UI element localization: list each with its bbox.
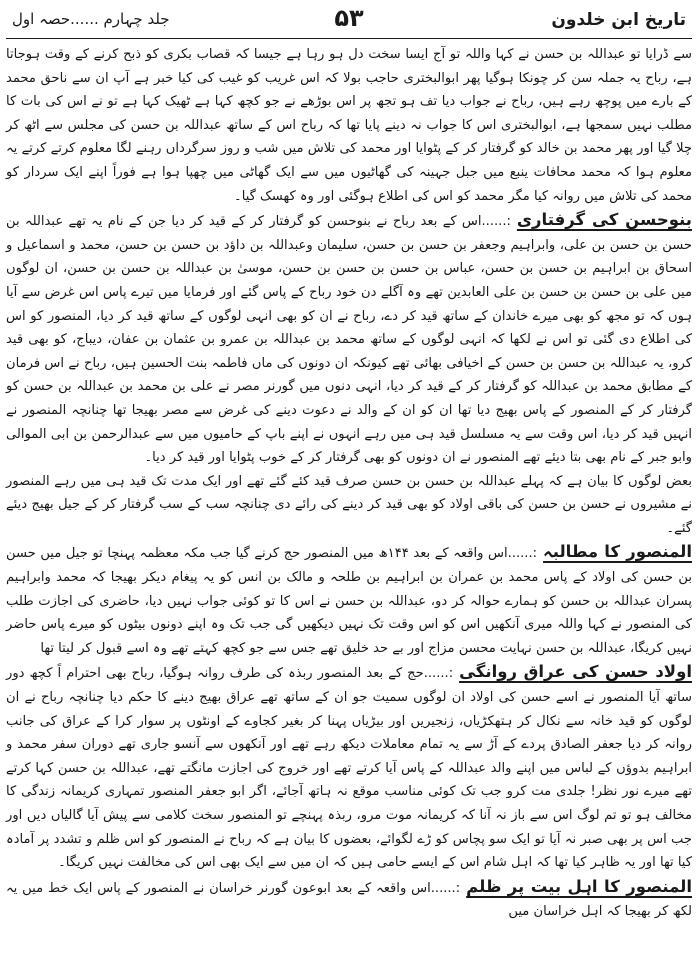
section-iraq-departure [6,660,692,874]
section-oppression [6,875,692,924]
section-text-iraq-departure: :......حج کے بعد المنصور ربذہ کی طرف روانہ ہوگیا، رباح بھی احترام اً کچھ دور ساتھ آیا المنصور نے اسے حسن کی اولاد ان لوگوں سمیت جو ان کے ساتھ تھے عراق بھیج دینے کا حکم دیا چنانچہ رباح نے ان لوگوں کو قید خانہ سے نکال کر ہتھکڑیاں، زنجیریں اور بیڑیاں پہنا کر بغیر کجاوے کے اونٹوں پر سوار کرا کے عراق کی جانب روانہ کر دیا جعفر الصادق پردے کے آڑ سے یہ تمام معاملات دیکھ رہے تھے اور آنکھوں سے آنسو جاری تھے دوران سفر محمد و ابراہیم بدوؤں کے لباس میں اپنے والد عبداللہ کے پاس آیا کرتے تھے اور خروج کی اجازت مانگتے تھے، عبداللہ بن حسن کہا کرتے تھے میرے نور نظر! جلدی مت کرو جب تک کوئی مناسب موقع نہ ہاتھ آجائے، اگر ابو جعفر المنصور تمہاری کریمانہ زندگی کا مخالف ہو تو تم لوگ اس سے باز نہ آنا کہ کریمانہ موت مرو، ربذہ پہنچے تو المنصور سخت کلامی سے پیش آیا گالیاں دیں اور جب اس پر بھی صبر نہ آیا تو ایک سو پچاس کو ڑے لگوائے، بعضوں کا بیان ہے کہ رباح نے المنصور کو اس ظلم و تشدد پر آمادہ کیا تھا اور یہ ظاہر کیا تھا کہ اہل شام اس کے ایسے حامی ہیں کہ ان میں سے ایک بھی اس کی مخالفت نہیں کریگا۔ [6,666,692,871]
body-text [6,43,692,924]
section-arrest [6,208,692,470]
section-demand [6,540,692,660]
section-text-narration: بعض لوگوں کا بیان ہے کہ پہلے عبداللہ بن حسن بن حسن صرف قید کئے گئے تھے اور ایک مدت تک قید ہی میں رہے المنصور نے مشیروں نے حسن بن حسن کی باقی اولاد کو بھی قید کر دینے کی رائے دی چنانچہ سب کے سب گرفتار کر کے جیل بھیج دیئے گئے۔ [6,473,692,536]
section-heading-oppression: المنصور کا اہل بیت پر ظلم [466,876,693,896]
volume-label: جلد چہارم ......حصہ اول [12,10,170,28]
section-text-demand: :......اس واقعہ کے بعد ۱۴۴ھ میں المنصور حج کرنے گیا جب مکہ معظمہ پہنچا تو جیل میں حسن بن حسن کی اولاد کے پاس محمد بن عمران بن ابراہیم بن طلحہ و مالک بن انس کو یہ پیغام دیکر بھیجا کہ محمد وابراہیم پسران عبداللہ بن حسن کو ہمارے حوالہ کر دو، عبداللہ بن حسن نے اس کا تو کوئی جواب نہیں دیا، حاضری کی اجازت طلب کی المنصور نے کہا واللہ میری آنکھیں اس کو اس وقت تک نہیں دیکھیں گی جب تک وہ اپنے دونوں بیٹوں کو میرے پاس حاضر نہیں کریگا، عبداللہ بن حسن نہایت محسن مزاج اور بے حد خلیق تھے جس سے جو کچھ کہتے تھے وہ اسے قبول کر لیتا تھا [6,546,692,656]
section-narration [6,470,692,541]
section-heading-demand: المنصور کا مطالبہ [543,542,692,562]
section-text-arrest: :......اس کے بعد رباح نے بنوحسن کو گرفتار کر کے قید کر دیا جن کے نام یہ تھے عبداللہ بن حسن بن حسن بن علی، وابراہیم وجعفر بن حسن بن حسن، سلیمان وعبداللہ بن داؤد بن حسن بن حسن، محمد و اسماعیل و اسحاق بن ابراہیم بن حسن بن حسن، عباس بن حسن بن حسن بن حسن، موسیٰ بن عبداللہ بن حسن بن حسن، ان لوگوں میں علی بن حسن بن حسن بن علی العابدین تھے وہ آگلے دن خود رباح کے پاس گئے اور فرمایا میں تیرے پاس اس غرض سے آیا ہوں کہ تو مجھ کو بھی میرے خاندان کے ساتھ قید کر دے، رباح نے ان کو بھی انہی لوگوں کے ساتھ قید کر دیا، المنصور کو اس کی اطلاع دی گئی تو اس نے لکھا کہ انہی لوگوں کے ساتھ محمد بن عبداللہ بن عمرو بن عثمان بن عفان، دیباج، کو بھی قید کرو، یہ عبداللہ بن حسن بن حسن کے اخیافی بھائی تھے کیونکہ ان دونوں کی ماں فاطمہ بنت الحسین ہیں، رباح نے اس فرمان کے مطابق محمد بن عبداللہ کو گرفتار کر کے قید کر دیا، انہی دنوں میں گورنر مصر نے علی بن محمد بن عبداللہ بن حسن کو گرفتار کر کے المنصور کے پاس بھیج دیا تھا ان کو ان کے والد نے دعوت دینے کی غرض سے مصر بھیجا تھا چنانچہ المنصور نے انہیں قید کر دیا، اس وقت سے یہ مسلسل قید ہی میں رہے انہوں نے اپنے باپ کے حامیوں میں سے عبدالرحمن بن ابی الموالی وابو جبر کے نام بھی بتا دیئے تھے المنصور نے ان دونوں کو بھی گرفتار کر کے خوب پٹوایا اور قید کر دیا۔ [6,214,692,466]
page-header [6,4,692,39]
section-text-oppression: :......اس واقعہ کے بعد ابوعون گورنر خراسان نے المنصور کے پاس ایک خط میں یہ لکھ کر بھیجا کہ اہل خراسان میں [6,880,692,920]
section-heading-arrest: بنوحسن کی گرفتاری [516,210,692,230]
book-title: تاریخ ابن خلدون [551,10,686,30]
paragraph-opening: سے ڈرایا تو عبداللہ بن حسن نے کہا واللہ تو آج ایسا سخت دل ہو رہا ہے جیسا کہ قصاب بکری کو ذبح کرنے کے وقت ہوجاتا ہے، رباح یہ جملہ سن کر چونکا ہوگیا پھر ابوالبختری حاجب بولا کہ اس غریب کو غیب کی کیا خبر ہے آپ ان سے ناحق محمد کے بارے میں پوچھ رہے ہیں، رباح نے جواب دیا تف ہو تجھ پر اس بوڑھے نے جو کچھ کہا ہے ٹھیک کہا ہے تو نے اس کی بات کا مطلب نہیں سمجھا ہے، ابوالبختری اس کا جواب نہ دینے پایا تھا کہ رباح اس کے ساتھ عبداللہ بن حسن کی مجلس سے اٹھ کر چلا گیا اور پھر محمد بن خالد کو گرفتار کر کے پٹوایا اور محمد کی تلاش میں شب و روز سرگرداں رہنے لگا معلوم کرتے کرتے یہ معلوم ہوا کہ محمد محافات ینبع میں جبل جہینہ کی گھاٹیوں میں سے ایک گھاٹی میں چھپا ہوا ہے فوراً اپنے ایک سردار کو محمد کی تلاش میں روانہ کیا مگر محمد کو اس کی اطلاع ہوگئی اور وہ کھسک گیا۔ [6,47,692,204]
page-number: ۵۳ [334,4,364,32]
section-heading-iraq-departure: اولاد حسن کی عراق روانگی [459,662,692,682]
